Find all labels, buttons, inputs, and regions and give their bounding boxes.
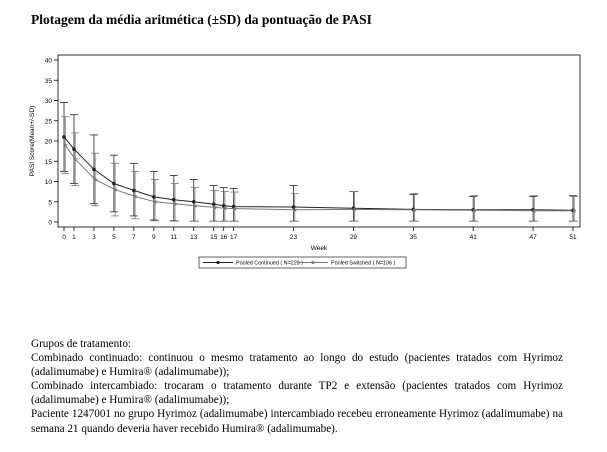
x-tick-label: 13 bbox=[190, 234, 198, 241]
data-point bbox=[72, 147, 76, 151]
y-tick-label: 25 bbox=[44, 118, 52, 126]
legend-marker bbox=[311, 260, 316, 264]
axes bbox=[29, 55, 580, 252]
x-tick-label: 17 bbox=[230, 234, 238, 241]
legend bbox=[199, 257, 406, 268]
legend-marker bbox=[216, 261, 219, 264]
y-tick-label: 40 bbox=[44, 57, 52, 65]
data-point bbox=[152, 195, 156, 199]
data-point bbox=[62, 135, 66, 139]
x-tick-label: 0 bbox=[62, 234, 66, 241]
error-bars bbox=[60, 103, 578, 222]
x-tick-label: 16 bbox=[220, 234, 228, 241]
legend-label: Pooled Continued ( N=220 ) bbox=[236, 260, 303, 267]
x-tick-label: 7 bbox=[132, 234, 136, 241]
legend-label: Pooled Switched ( N=106 ) bbox=[331, 260, 396, 267]
data-point bbox=[132, 189, 136, 193]
y-tick-label: 35 bbox=[44, 77, 52, 85]
note-patient: Paciente 1247001 no grupo Hyrimoz (adalimumabe) intercambiado recebeu erroneamente Hyrimoz (adalimumabe) na semana 21 quando deveria haver recebido Humira® (adalimumabe). bbox=[31, 408, 563, 435]
y-tick-label: 20 bbox=[44, 138, 52, 146]
y-axis-label: PASI Score(Mean+/-SD) bbox=[29, 105, 36, 177]
x-tick-label: 5 bbox=[112, 234, 116, 241]
series-markers bbox=[62, 135, 576, 213]
note-continued: Combinado continuado: continuou o mesmo tratamento ao longo do estudo (pacientes tratados com Hyrimoz (adalimumabe) e Humira® (adalimumabe)); bbox=[31, 352, 563, 379]
y-tick-label: 5 bbox=[48, 199, 52, 207]
x-tick-label: 9 bbox=[152, 234, 156, 241]
x-tick-label: 15 bbox=[210, 234, 218, 241]
note-switched: Combinado intercambiado: trocaram o tratamento durante TP2 e extensão (pacientes tratados com Hyrimoz (adalimumabe) e Humira® (adalimumabe)); bbox=[31, 380, 563, 407]
data-point bbox=[172, 198, 176, 202]
series-line-continued bbox=[64, 137, 573, 210]
x-tick-label: 29 bbox=[349, 234, 358, 241]
plot-frame bbox=[58, 55, 580, 227]
treatment-group-notes bbox=[31, 337, 563, 436]
series-lines bbox=[64, 137, 574, 211]
data-point bbox=[92, 168, 96, 172]
chart-title: Plotagem da média aritmética (±SD) da pontuação de PASI bbox=[31, 12, 372, 27]
y-tick-label: 15 bbox=[44, 158, 52, 166]
x-tick-label: 3 bbox=[92, 234, 96, 241]
x-axis-label: Week bbox=[310, 245, 328, 252]
data-point bbox=[112, 182, 116, 186]
series-line-switched bbox=[65, 145, 574, 211]
y-tick-label: 0 bbox=[48, 219, 52, 227]
y-tick-label: 10 bbox=[44, 179, 52, 186]
x-tick-label: 1 bbox=[72, 234, 76, 241]
notes-heading: Grupos de tratamento: bbox=[31, 338, 132, 350]
x-tick-label: 35 bbox=[409, 234, 417, 241]
x-tick-label: 47 bbox=[529, 234, 537, 241]
x-tick-label: 23 bbox=[289, 234, 298, 241]
data-point bbox=[192, 200, 196, 204]
x-tick-label: 11 bbox=[170, 234, 178, 241]
x-tick-label: 41 bbox=[469, 234, 477, 241]
x-tick-label: 51 bbox=[569, 234, 577, 241]
y-tick-label: 30 bbox=[44, 98, 52, 105]
